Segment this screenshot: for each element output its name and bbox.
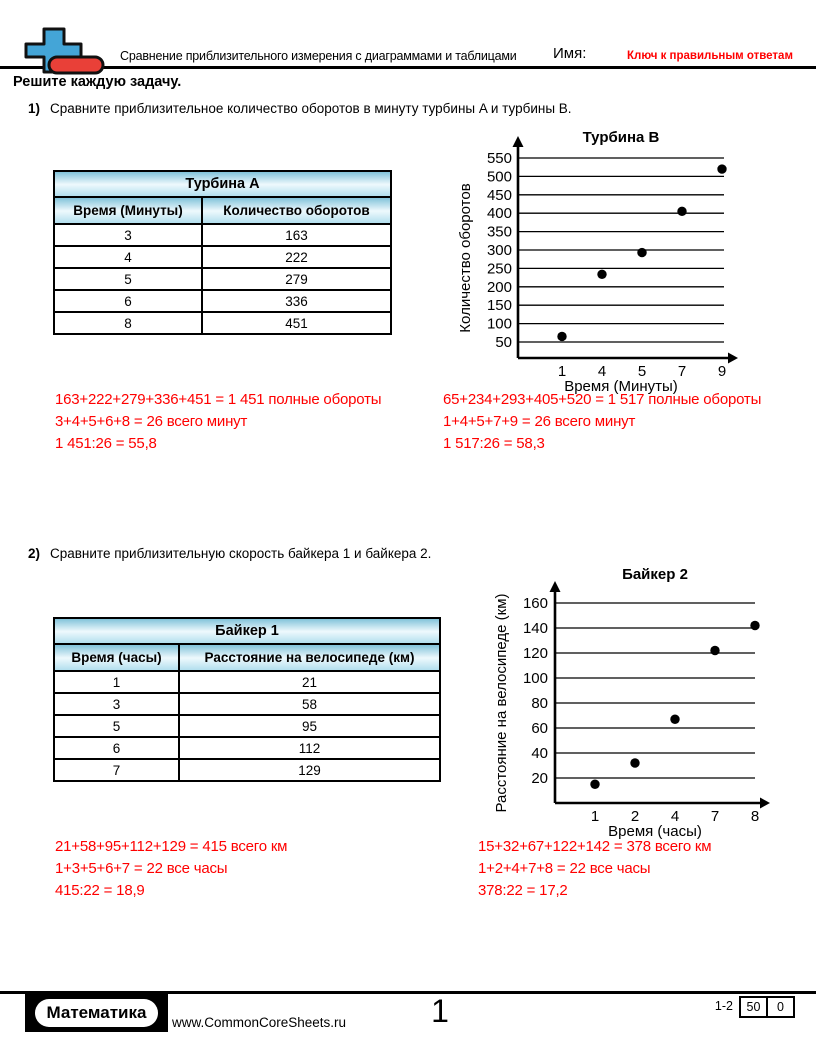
- table-cell: 112: [179, 737, 440, 759]
- problem-1-question: Сравните приблизительное количество оборотов в минуту турбины A и турбины B.: [50, 101, 572, 116]
- table-row: [54, 246, 391, 268]
- table-cell: 3: [54, 224, 202, 246]
- column-header: Расстояние на велосипеде (км): [179, 644, 440, 671]
- answer-line: 3+4+5+6+8 = 26 всего минут: [55, 413, 248, 430]
- svg-text:1: 1: [590, 808, 600, 825]
- svg-text:140: 140: [522, 620, 548, 637]
- svg-text:8: 8: [750, 808, 760, 825]
- table-cell: 163: [202, 224, 391, 246]
- answer-line: 1 451:26 = 55,8: [55, 435, 157, 452]
- svg-text:450: 450: [486, 186, 512, 204]
- header-divider: [0, 66, 816, 69]
- answer-line: 415:22 = 18,9: [55, 882, 145, 899]
- problem-1-answers-chart: [443, 389, 761, 455]
- table-row: [54, 290, 391, 312]
- table-cell: 451: [202, 312, 391, 334]
- website-url: www.CommonCoreSheets.ru: [172, 1015, 347, 1030]
- svg-text:400: 400: [486, 205, 512, 223]
- table-row: [54, 715, 440, 737]
- worksheet-title: Сравнение приблизительного измерения с диаграммами и таблицами: [120, 49, 517, 63]
- table-cell: 5: [54, 268, 202, 290]
- biker-1-table: [53, 617, 441, 782]
- table-row: [54, 268, 391, 290]
- svg-text:Время (Минуты): Время (Минуты): [564, 378, 678, 395]
- table-row: [54, 693, 440, 715]
- table-row: [54, 312, 391, 334]
- table-cell: 5: [54, 715, 179, 737]
- table-cell: 3: [54, 693, 179, 715]
- plus-minus-logo-icon: [24, 27, 108, 77]
- column-header: Количество оборотов: [202, 197, 391, 224]
- svg-text:20: 20: [531, 770, 548, 787]
- table-title-row: [54, 171, 391, 197]
- answer-key-label: Ключ к правильным ответам: [627, 50, 793, 62]
- turbine-a-table: [53, 170, 392, 335]
- problem-1-number: 1): [28, 101, 41, 116]
- svg-text:300: 300: [486, 242, 512, 259]
- table-row: [54, 671, 440, 693]
- svg-text:120: 120: [522, 645, 548, 662]
- table-row: [54, 759, 440, 781]
- svg-text:4: 4: [670, 808, 680, 825]
- answer-line: 15+32+67+122+142 = 378 всего км: [478, 838, 712, 855]
- svg-text:9: 9: [717, 363, 727, 380]
- answer-line: 1+2+4+7+8 = 22 все часы: [478, 860, 651, 877]
- turbine-b-chart: [442, 126, 752, 401]
- svg-text:550: 550: [486, 150, 512, 167]
- svg-text:100: 100: [522, 670, 548, 687]
- table-cell: 95: [179, 715, 440, 737]
- answer-line: 1+3+5+6+7 = 22 все часы: [55, 860, 228, 877]
- svg-text:200: 200: [486, 278, 512, 296]
- column-header: Время (часы): [54, 644, 179, 671]
- svg-text:7: 7: [710, 808, 720, 825]
- problems-range: 1-2: [714, 999, 733, 1013]
- answer-line: 65+234+293+405+520 = 1 517 полные обороты: [443, 391, 762, 408]
- problem-2-question: Сравните приблизительную скорость байкера 1 и байкера 2.: [50, 546, 432, 561]
- answer-line: 21+58+95+112+129 = 415 всего км: [55, 838, 288, 855]
- svg-text:Турбина B: Турбина B: [582, 129, 660, 146]
- page-number: 1: [431, 993, 449, 1029]
- svg-text:1: 1: [557, 363, 567, 380]
- svg-text:500: 500: [486, 168, 512, 186]
- svg-text:40: 40: [531, 745, 548, 762]
- svg-text:160: 160: [522, 595, 548, 612]
- answer-line: 378:22 = 17,2: [478, 882, 568, 899]
- instructions-text: Решите каждую задачу.: [13, 74, 182, 90]
- brand-badge: [25, 994, 168, 1032]
- svg-text:350: 350: [486, 223, 512, 241]
- svg-text:150: 150: [486, 297, 512, 315]
- table-cell: 336: [202, 290, 391, 312]
- problem-2-number: 2): [28, 546, 41, 561]
- column-header: Время (Минуты): [54, 197, 202, 224]
- name-label: Имя:: [553, 45, 587, 62]
- table-cell: 6: [54, 737, 179, 759]
- problem-2-answers-table: [55, 836, 287, 902]
- table-cell: 1: [54, 671, 179, 693]
- table-header-row: [54, 644, 440, 671]
- table-cell: 7: [54, 759, 179, 781]
- table-header-row: [54, 197, 391, 224]
- table-title: Байкер 1: [54, 618, 440, 644]
- table-cell: 21: [179, 671, 440, 693]
- answer-line: 163+222+279+336+451 = 1 451 полные обороты: [55, 391, 382, 408]
- problem-1-answers-table: [55, 389, 381, 455]
- svg-text:80: 80: [531, 695, 548, 712]
- svg-text:2: 2: [630, 808, 640, 825]
- table-row: [54, 737, 440, 759]
- svg-text:4: 4: [597, 363, 607, 380]
- score-box-total: 50: [739, 996, 768, 1018]
- answer-line: 1 517:26 = 58,3: [443, 435, 545, 452]
- score-boxes: [741, 996, 795, 1018]
- svg-text:7: 7: [677, 363, 687, 380]
- table-cell: 4: [54, 246, 202, 268]
- table-cell: 6: [54, 290, 202, 312]
- answer-line: 1+4+5+7+9 = 26 всего минут: [443, 413, 636, 430]
- biker-2-chart: [440, 563, 780, 848]
- problem-2-answers-chart: [478, 836, 711, 902]
- svg-text:100: 100: [486, 315, 512, 333]
- svg-text:50: 50: [495, 334, 512, 351]
- table-title: Турбина A: [54, 171, 391, 197]
- table-cell: 279: [202, 268, 391, 290]
- svg-text:Время (часы): Время (часы): [608, 823, 702, 840]
- svg-text:Байкер 2: Байкер 2: [622, 566, 688, 583]
- svg-text:5: 5: [637, 363, 647, 380]
- svg-text:Расстояние на велосипеде (км): Расстояние на велосипеде (км): [493, 593, 510, 813]
- svg-text:250: 250: [486, 260, 512, 278]
- score-box-missed: 0: [766, 996, 795, 1018]
- table-title-row: [54, 618, 440, 644]
- table-cell: 8: [54, 312, 202, 334]
- svg-text:60: 60: [531, 720, 548, 737]
- brand-label: Математика: [35, 999, 159, 1027]
- svg-text:Количество оборотов: Количество оборотов: [457, 183, 474, 333]
- table-cell: 58: [179, 693, 440, 715]
- table-row: [54, 224, 391, 246]
- table-cell: 222: [202, 246, 391, 268]
- table-cell: 129: [179, 759, 440, 781]
